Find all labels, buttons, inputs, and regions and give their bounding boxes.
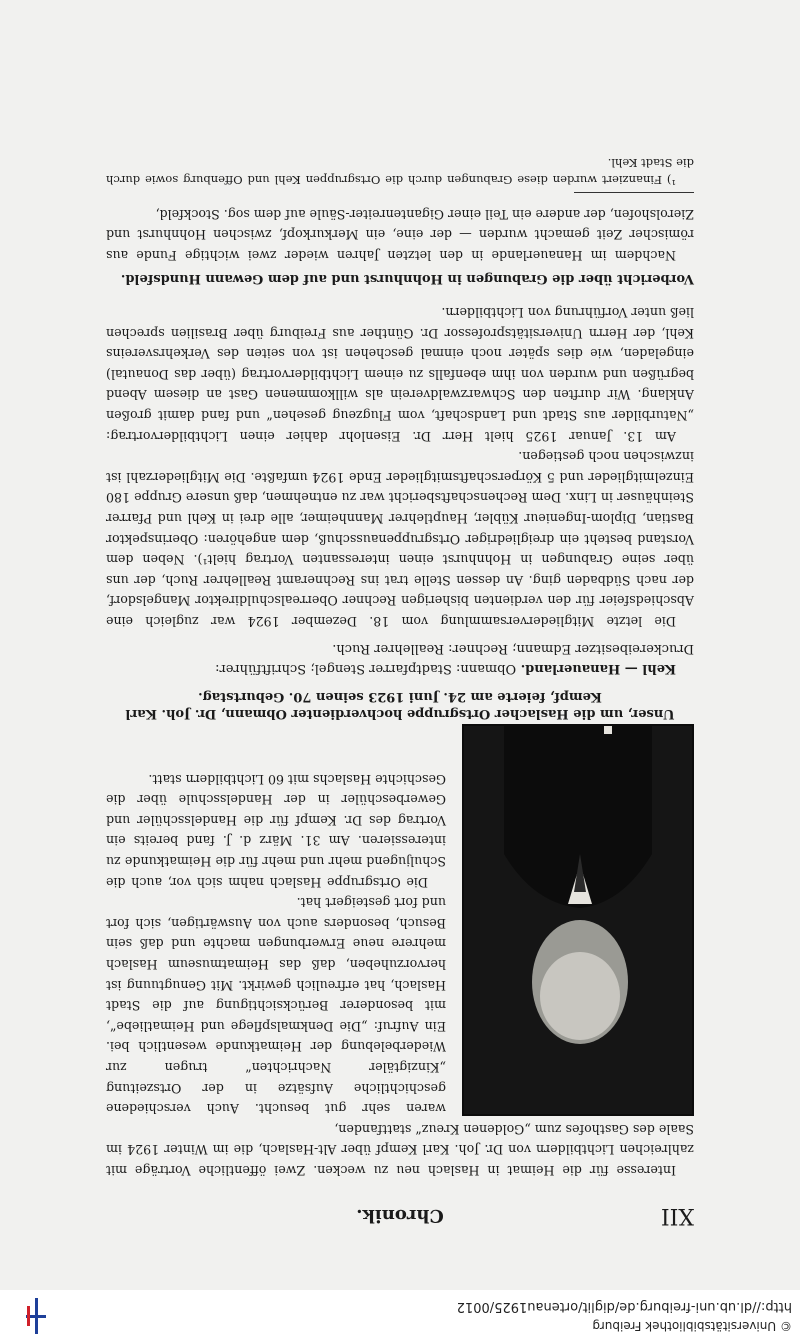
section-title: Chronik.	[356, 1205, 444, 1226]
copyright-notice: © Universitätsbibliothek Freiburg	[592, 1319, 792, 1333]
figure-row	[106, 724, 694, 1118]
figure-caption: Unser, um die Haslacher Ortsgruppe hochverdienter Obmann, Dr. Joh. Karl Kempf, feierte am 24. Juni 1923 seinen 70. Geburtstag.	[125, 689, 675, 722]
paragraph: Die letzte Mitgliederversammlung vom 18. Dezember 1924 war zugleich eine Abschiedsfeier für den verdienten bisherigen Rechner Oberrealschuldirektor Mangelsdorf, der nach Südbaden ging. An dessen Stelle trat ins Rechneramt Reallehrer Ruch, der uns über seine Grabungen in Hohnhurst einen interessanten Vortrag hielt¹). Neben dem Vorstand besteht ein dreigliedriger Ortsgruppenausschuß, dem angehören: Oberinspektor Bastian, Diplom-Ingenieur Kübler, Hauptlehrer Mannheimer, alle drei in Kehl und Pfarrer Steinhäuser in Linx. Dem Rechenschaftsbericht war zu entnehmen, daß unsere Gruppe 180 Einzelmitglieder und 5 Körperschaftsmitglieder Ende 1924 umfaßte. Die Mitgliederzahl ist inzwischen noch gestiegen.	[106, 449, 694, 630]
paragraph: waren sehr gut besucht. Auch verschiedene geschichtliche Aufsätze in der Ortszeitung „Kinzigtäler Nachrichten“ trugen zur Wiederbelebung der Heimatkunde wesentlich bei. Ein Aufruf: „Die Denkmalspflege und Heimatliebe“, mit besonderer Berücksichtigung auf die Stadt Haslach, hat erfreulich gewirkt. Mit Genugtuung ist hervorzuheben, daß das Heimatmuseum Haslach mehrere neue Erwerbungen machte und daß sein Besuch, besonders auch von Auswärtigen, sich fort und fort gesteigert hat.	[106, 895, 446, 1117]
report-paragraph: Nachdem im Hanauerlande in den letzten Jahren wieder zwei wichtige Funde aus römischer Zeit gemacht wurden — der eine, ein Merkurkopf, zwischen Hohnhurst und Zierolshofen, der andere ein Teil einer Gigantenreiter-Säule auf dem sog. Stockfeld,	[106, 206, 694, 263]
source-url-bar	[0, 1290, 800, 1336]
portrait-image	[464, 726, 692, 1114]
page-header	[106, 1198, 694, 1228]
intro-paragraph: Interesse für die Heimat in Haslach neu zu wecken. Zwei öffentliche Vorträge mit zahlreichen Lichtbildern von Dr. Joh. Karl Kempf über Alt-Haslach, die im Winter 1924 im Saale des Gasthofes zum „Goldenen Kreuz“ stattfanden,	[106, 1121, 694, 1178]
kehl-section-line	[106, 637, 694, 678]
footnote: ¹) Finanziert wurden diese Grabungen durch die Ortsgruppen Kehl und Offenburg sowie durch die Stadt Kehl.	[106, 156, 694, 188]
text-column	[106, 154, 694, 1180]
paragraph: Die Ortsgruppe Haslach nahm sich vor, auch die Schuljugend mehr und mehr für die Heimatkunde zu interessieren. Am 31. März d. J. fand bereits ein Vortrag des Dr. Kempf für die Handelsschüler und Gewerbeschüler in der Handelsschule über die Geschichte Haslachs mit 60 Lichtbildern statt.	[106, 771, 446, 890]
page-number: XII	[660, 1203, 694, 1228]
source-url-link[interactable]: http://dl.ub.uni-freiburg.de/diglit/ortenau1925/0012	[456, 1299, 792, 1314]
kehl-officers: Obmann: Stadtpfarrer Stengel; Schriftführer: Druckereibesitzer Edmann; Rechner: Reallehrer Ruch.	[215, 640, 694, 677]
kehl-heading: Kehl — Hanauerland.	[520, 661, 676, 677]
footnote-rule	[574, 192, 694, 193]
figure-side-text	[106, 768, 446, 1118]
library-logo-icon	[14, 1296, 54, 1336]
paragraph: Am 13. Januar 1925 hielt Herr Dr. Eisenlohr dahier einen Lichtbildervortrag: „Naturbilder aus Stadt und Landschaft, vom Flugzeug gesehen“ und fand damit großen Anklang. Wir durften den Schwarzwaldverein als willkommenen Gast an diesem Abend begrüßen und wurden von ihm ebenfalls zu einem Lichtbildervortrag (über das Donautal) eingeladen, wie dies später noch einmal geschehen ist von seiten des Verkehrsvereins Kehl, der Herrn Universitätsprofessor Dr. Günther aus Freiburg über Brasilien sprechen ließ unter Vorführung von Lichtbildern.	[106, 305, 694, 444]
report-heading: Vorbericht über die Grabungen in Hohnhurst und auf dem Gewann Hundsfeld.	[120, 270, 694, 286]
portrait-photo	[462, 724, 694, 1116]
